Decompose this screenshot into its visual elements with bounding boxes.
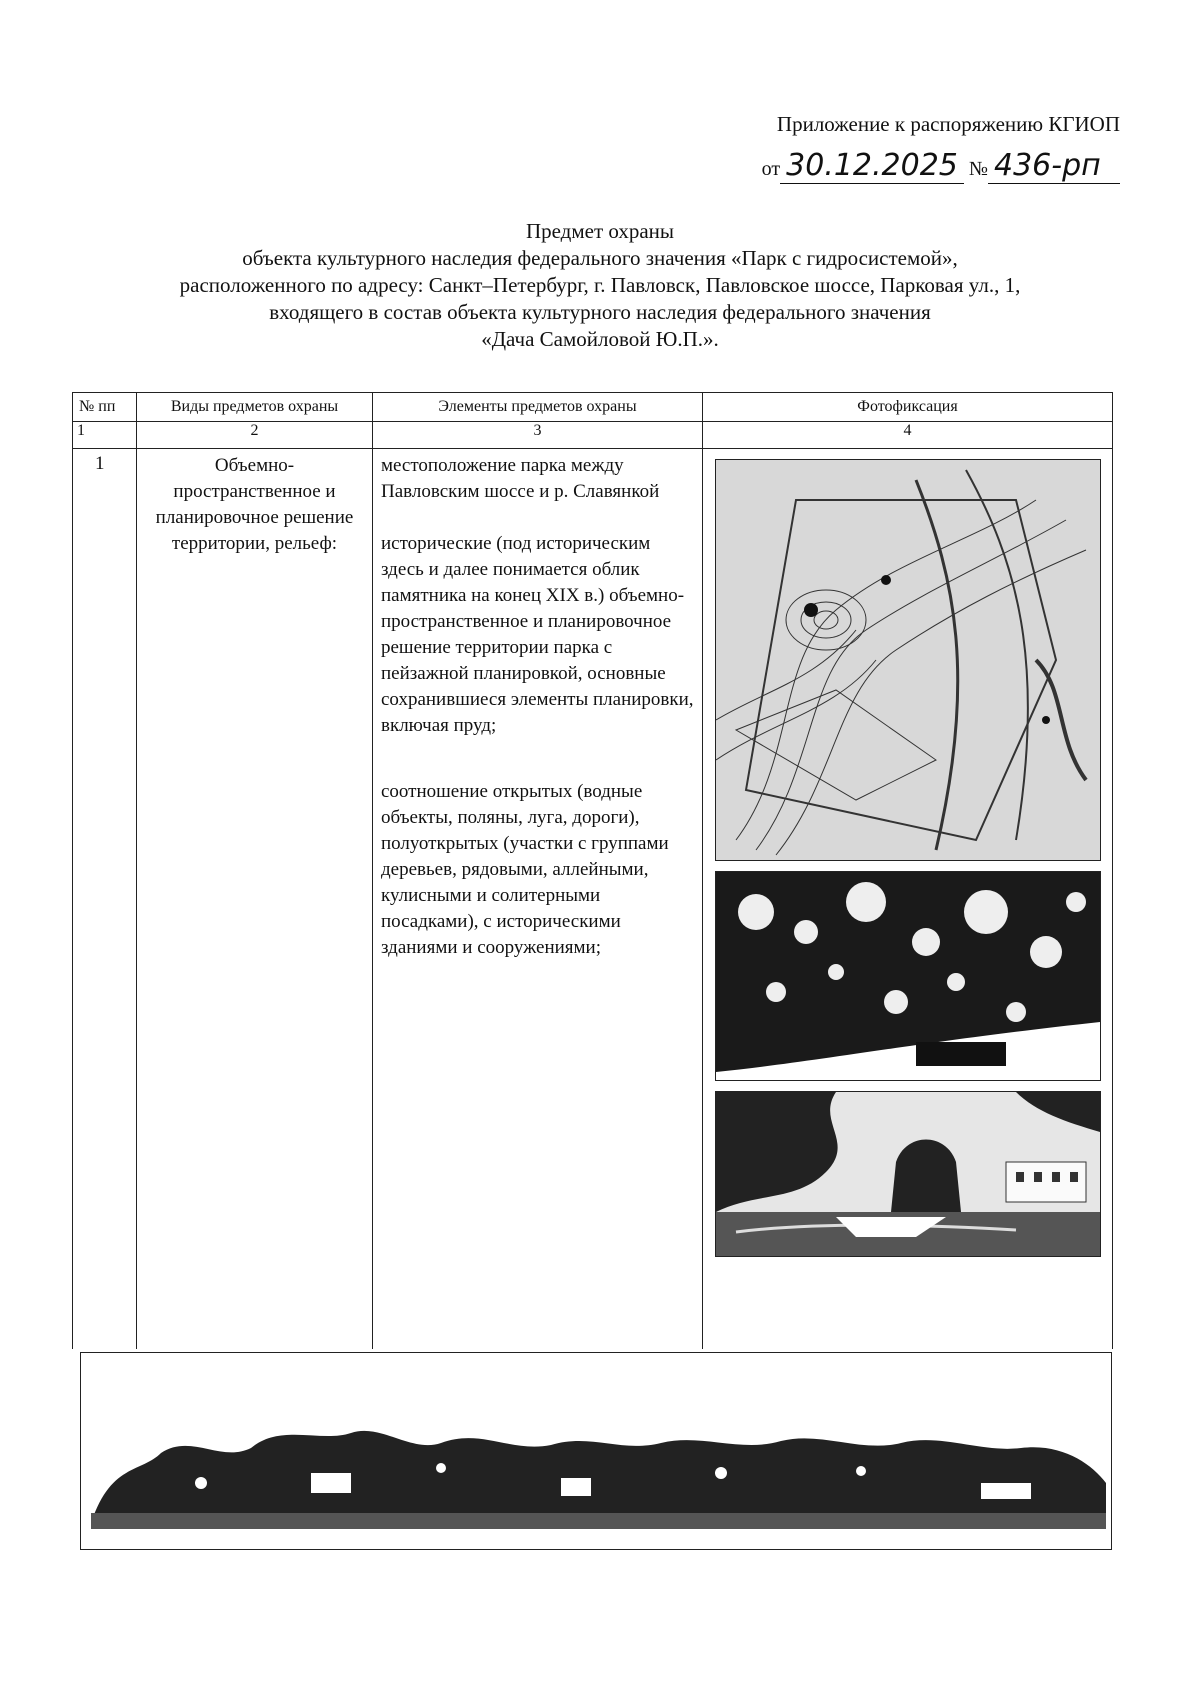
element-planning: исторические (под историческим здесь и далее понимается облик памятника на конец XIX в.) объемно-пространственное и планировочное решение территории парка с пейзажной планировкой, основные сохранившиеся элементы планировки, включая пруд; [381,533,694,736]
col-num-2: 2 [137,422,373,449]
row-number: 1 [73,449,137,1350]
document-title [80,218,1120,353]
table-header-row [73,393,1113,422]
title-line-3: расположенного по адресу: Санкт–Петербург, г. Павловск, Павловское шоссе, Парковая ул., 1, [179,273,1021,297]
protection-table [72,392,1113,1349]
date-prefix: от [761,158,781,180]
row-elements [373,449,703,1350]
col-num-1: 1 [73,422,137,449]
col-num-3: 3 [373,422,703,449]
table-row [73,449,1113,1350]
order-line [762,148,1120,184]
col-num-4: 4 [703,422,1113,449]
order-date: 30.12.2025 [780,148,964,184]
title-line-1: Предмет охраны [525,219,675,243]
pond-building-photo [715,1091,1101,1257]
header-type: Виды предметов охраны [137,393,373,422]
title-line-5: «Дача Самойловой Ю.П.». [481,327,719,351]
column-number-row [73,422,1113,449]
order-number: 436-рп [988,148,1120,184]
header-elements: Элементы предметов охраны [373,393,703,422]
row-photos [703,449,1113,1350]
row-type: Объемно-пространственное и планировочное решение территории, рельеф: [137,449,373,1350]
title-line-4: входящего в состав объекта культурного наследия федерального значения [269,300,931,324]
panorama-photo [81,1353,1111,1549]
element-ratio: соотношение открытых (водные объекты, поляны, луга, дороги), полуоткрытых (участки с группами деревьев, рядовыми, аллейными, кулисными и солитерными посадками), с историческими зданиями и сооружениями; [381,781,669,958]
topographic-map-photo [715,459,1101,861]
panorama-frame [80,1352,1112,1550]
number-prefix: № [968,158,988,180]
header-photo: Фотофиксация [703,393,1113,422]
header-num: № пп [73,393,137,422]
title-line-2: объекта культурного наследия федерального значения «Парк с гидросистемой», [242,246,958,270]
park-trees-photo [715,871,1101,1081]
appendix-title: Приложение к распоряжению КГИОП [776,112,1120,136]
element-location: местоположение парка между Павловским шоссе и р. Славянкой [381,455,660,502]
